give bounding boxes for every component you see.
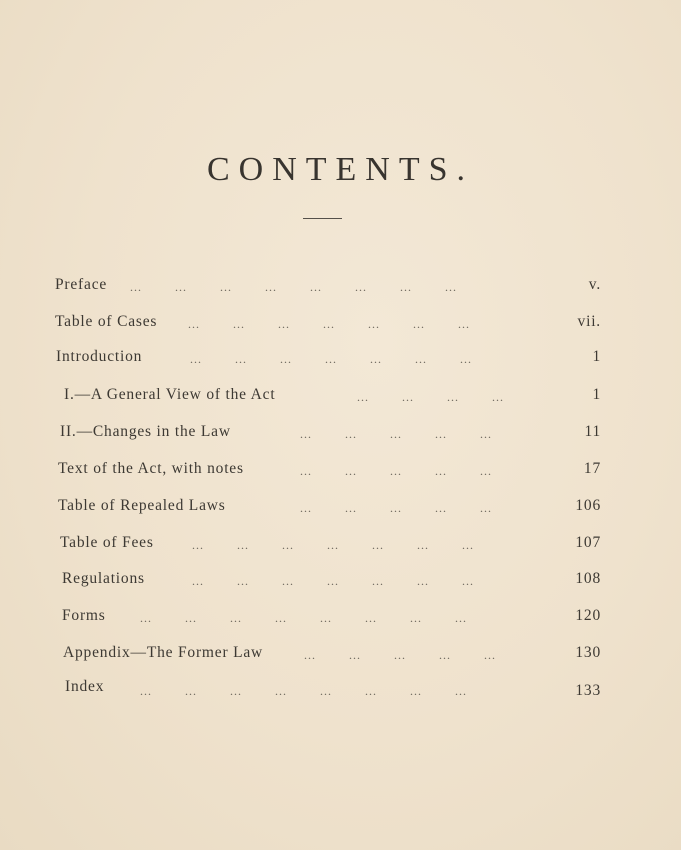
toc-entry-label: Appendix—The Former Law <box>63 644 264 661</box>
toc-page-number: 120 <box>575 607 601 624</box>
toc-entry-label: Table of Fees <box>60 534 154 551</box>
dot-leader: ... ... ... ... ... <box>300 501 492 515</box>
toc-page-number: 130 <box>575 644 601 661</box>
toc-row-forms <box>0 607 681 631</box>
toc-row-table-of-fees <box>0 534 681 558</box>
toc-row-introduction <box>0 348 681 372</box>
toc-page-number: v. <box>588 276 601 293</box>
toc-entry-label: Table of Repealed Laws <box>58 497 226 514</box>
dot-leader: ... ... ... ... ... ... ... ... <box>140 611 467 625</box>
dot-leader: ... ... ... ... ... ... ... <box>192 574 474 588</box>
toc-entry-label: Preface <box>55 276 108 293</box>
dot-leader: ... ... ... ... ... ... ... ... <box>140 684 467 698</box>
toc-row-table-of-cases <box>0 313 681 337</box>
toc-page-number: 11 <box>584 423 601 440</box>
toc-row-text-of-act <box>0 460 681 484</box>
toc-page-number: 17 <box>583 460 601 477</box>
toc-entry-label: Text of the Act, with notes <box>58 460 244 477</box>
toc-row-repealed-laws <box>0 497 681 521</box>
toc-page-number: 133 <box>575 682 601 699</box>
dot-leader: ... ... ... ... ... <box>300 464 492 478</box>
toc-row-preface <box>0 276 681 300</box>
dot-leader: ... ... ... ... ... <box>300 427 492 441</box>
toc-page-number: 107 <box>575 534 601 551</box>
dot-leader: ... ... ... ... ... ... ... ... <box>130 280 457 294</box>
toc-row-index <box>0 678 681 702</box>
toc-entry-label: I.—A General View of the Act <box>64 386 276 403</box>
toc-row-regulations <box>0 570 681 594</box>
toc-page-number: 1 <box>592 348 601 365</box>
toc-entry-label: Regulations <box>62 570 145 587</box>
toc-row-general-view <box>0 386 681 410</box>
dot-leader: ... ... ... ... ... <box>304 648 496 662</box>
toc-entry-label: Table of Cases <box>55 313 158 330</box>
toc-entry-label: Index <box>65 678 105 695</box>
toc-page-number: 108 <box>575 570 601 587</box>
dot-leader: ... ... ... ... ... ... ... <box>192 538 474 552</box>
toc-page-number: 106 <box>575 497 601 514</box>
toc-entry-label: Forms <box>62 607 106 624</box>
toc-page-number: vii. <box>577 313 601 330</box>
toc-entry-label: Introduction <box>56 348 143 365</box>
toc-page-number: 1 <box>592 386 601 403</box>
dot-leader: ... ... ... ... ... ... ... <box>188 317 470 331</box>
contents-heading: CONTENTS. <box>206 150 475 188</box>
toc-row-changes-in-law <box>0 423 681 447</box>
dot-leader: ... ... ... ... <box>357 390 504 404</box>
toc-row-appendix <box>0 644 681 668</box>
dot-leader: ... ... ... ... ... ... ... <box>190 352 472 366</box>
toc-entry-label: II.—Changes in the Law <box>60 423 231 440</box>
